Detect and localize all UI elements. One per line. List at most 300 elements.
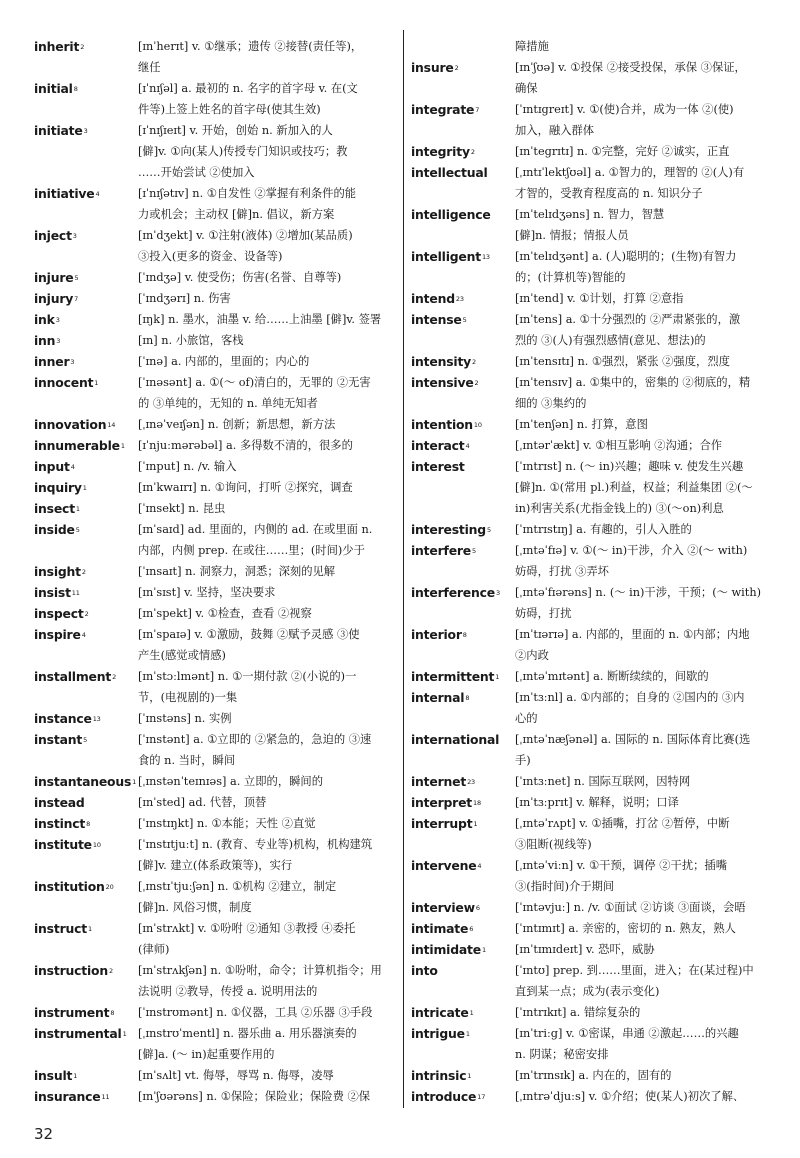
- definition-line: [ɪnˈtend] v. ①计划，打算 ②意指: [515, 292, 684, 305]
- definition-line: 妨碍，打扰: [515, 607, 572, 620]
- frequency-mark: 3: [55, 316, 60, 324]
- definition-line: 件等)上签上姓名的首字母(使其生效): [138, 103, 321, 116]
- definition: [515, 771, 771, 792]
- frequency-mark: 4: [465, 442, 470, 450]
- definition-line: 妨碍，打扰 ③弄坏: [515, 565, 609, 578]
- headword: [34, 330, 60, 351]
- definition-line: [ɪnˈsted] ad. 代替，顶替: [138, 796, 267, 809]
- definition-line: [ˌɪnstɪˈtjuːʃən] n. ①机构 ②建立，制定: [138, 880, 337, 893]
- definition-line: [ˌɪntrəˈdjuːs] v. ①介绍；使(某人)初次了解、: [515, 1090, 745, 1103]
- headword-text: injury: [34, 291, 74, 306]
- headword: [411, 414, 482, 435]
- definition: [515, 246, 771, 288]
- frequency-mark: 5: [75, 526, 80, 534]
- headword: [34, 120, 88, 141]
- definition: [515, 540, 771, 582]
- headword: [34, 960, 113, 981]
- headword: [34, 792, 85, 813]
- frequency-mark: 4: [477, 862, 482, 870]
- frequency-mark: 8: [73, 85, 78, 93]
- definition-line: 手): [515, 754, 531, 767]
- definition-line: [ɪnˈsʌlt] vt. 侮辱，辱骂 n. 侮辱，凌辱: [138, 1069, 334, 1082]
- definition: [138, 1023, 400, 1065]
- frequency-mark: 3: [70, 358, 75, 366]
- frequency-mark: 10: [92, 841, 101, 849]
- headword-text: internet: [411, 774, 467, 789]
- frequency-mark: 3: [495, 589, 500, 597]
- headword-text: initiate: [34, 123, 83, 138]
- definition-line: [ˈɪnstəns] n. 实例: [138, 712, 232, 725]
- frequency-mark: 2: [454, 64, 459, 72]
- definition: [515, 99, 771, 141]
- headword-text: insist: [34, 585, 71, 600]
- definition: [515, 960, 771, 1002]
- frequency-mark: 2: [84, 610, 89, 618]
- definition: [138, 624, 400, 666]
- frequency-mark: 1: [495, 673, 500, 681]
- frequency-mark: 7: [475, 106, 480, 114]
- headword: [411, 57, 459, 78]
- frequency-mark: 2: [80, 43, 85, 51]
- headword: [34, 1065, 77, 1086]
- headword: [34, 414, 115, 435]
- definition: [138, 372, 400, 414]
- definition-line: 产生(感觉或情感): [138, 649, 226, 662]
- definition-line: [ˈɪntəvjuː] n. /v. ①面试 ②访谈 ③面谈，会晤: [515, 901, 746, 914]
- definition-line: 力或机会；主动权 [僻]n. 倡议，新方案: [138, 208, 335, 221]
- definition: [515, 309, 771, 351]
- definition: [515, 729, 771, 771]
- headword: [411, 372, 478, 393]
- definition-line: 节，(电视剧的)一集: [138, 691, 238, 704]
- definition-line: [ˈɪntɜːnet] n. 国际互联网，因特网: [515, 775, 691, 788]
- headword-text: insurance: [34, 1089, 101, 1104]
- definition-line: [ˈɪntrɪst] n. (～ in)兴趣；趣味 v. 使发生兴趣: [515, 460, 744, 473]
- headword-text: initial: [34, 81, 73, 96]
- definition-line: [ˈɪndʒərɪ] n. 伤害: [138, 292, 231, 305]
- definition-line: [僻]n. 风俗习惯，制度: [138, 901, 252, 914]
- headword: [411, 687, 469, 708]
- headword-text: inspect: [34, 606, 84, 621]
- definition: [138, 708, 400, 729]
- headword: [411, 624, 467, 645]
- definition: [138, 918, 400, 960]
- headword: [411, 309, 467, 330]
- headword: [411, 813, 477, 834]
- headword: [34, 351, 74, 372]
- column-divider: [403, 30, 404, 1108]
- definition-line: [ɪnˈherɪt] v. ①继承；遗传 ②接替(责任等)，: [138, 40, 363, 53]
- frequency-mark: 8: [110, 1009, 115, 1017]
- frequency-mark: 5: [83, 736, 88, 744]
- frequency-mark: 1: [82, 484, 87, 492]
- headword: [34, 813, 90, 834]
- frequency-mark: 2: [470, 148, 475, 156]
- definition-line: [ɪnˈtelɪdʒəns] n. 智力，智慧: [515, 208, 665, 221]
- definition-line: 加入，融入群体: [515, 124, 595, 137]
- headword: [411, 960, 438, 981]
- headword-text: introduce: [411, 1089, 477, 1104]
- definition: [138, 1086, 400, 1107]
- headword: [34, 771, 136, 792]
- definition-line: [ˌɪntərˈækt] v. ①相互影响 ②沟通；合作: [515, 439, 723, 452]
- frequency-mark: 1: [469, 1009, 474, 1017]
- definition: [138, 267, 400, 288]
- headword-text: innumerable: [34, 438, 120, 453]
- frequency-mark: 1: [120, 442, 125, 450]
- frequency-mark: 4: [81, 631, 86, 639]
- definition-line: [僻]n. ①(常用 pl.)利益，权益；利益集团 ②(～: [515, 481, 753, 494]
- definition: [515, 435, 771, 456]
- headword-text: intelligence: [411, 207, 491, 222]
- frequency-mark: 1: [132, 778, 137, 786]
- headword-text: innocent: [34, 375, 94, 390]
- definition: [138, 78, 400, 120]
- definition: [515, 897, 771, 918]
- headword-text: instruction: [34, 963, 108, 978]
- headword-text: inner: [34, 354, 70, 369]
- frequency-mark: 5: [472, 547, 476, 555]
- definition-line: 食的 n. 当时，瞬间: [138, 754, 236, 767]
- headword-text: intermittent: [411, 669, 495, 684]
- frequency-mark: 8: [465, 694, 470, 702]
- definition: [138, 414, 400, 435]
- definition: [515, 1023, 771, 1065]
- definition-line: [ɪnˈsaɪd] ad. 里面的，内侧的 ad. 在或里面 n.: [138, 523, 373, 536]
- frequency-mark: 1: [75, 505, 80, 513]
- definition-line: [ɪnˈtɜːprɪt] v. 解释，说明；口译: [515, 796, 679, 809]
- frequency-mark: 1: [473, 820, 478, 828]
- definition-line: [ˈɪnstənt] a. ①立即的 ②紧急的，急迫的 ③速: [138, 733, 372, 746]
- headword: [411, 1065, 471, 1086]
- definition-line: [ɪn] n. 小旅馆，客栈: [138, 334, 244, 347]
- headword: [411, 582, 500, 603]
- definition-line: [ɪnˈʃʊərəns] n. ①保险；保险业；保险费 ②保: [138, 1090, 371, 1103]
- frequency-mark: 3: [72, 232, 77, 240]
- frequency-mark: 14: [107, 421, 116, 429]
- definition: [138, 729, 400, 771]
- frequency-mark: 3: [83, 127, 88, 135]
- frequency-mark: 23: [455, 295, 464, 303]
- headword-text: integrity: [411, 144, 470, 159]
- definition: [515, 414, 771, 435]
- headword: [411, 456, 465, 477]
- definition-line: [ˌɪntəˈfɪə] v. ①(～ in)干涉，介入 ②(～ with): [515, 544, 748, 557]
- frequency-mark: 4: [95, 190, 100, 198]
- definition: [515, 1065, 771, 1086]
- definition: [138, 519, 400, 561]
- frequency-mark: 23: [467, 778, 475, 786]
- headword-text: integrate: [411, 102, 475, 117]
- headword: [34, 78, 78, 99]
- definition-line: [ˈɪnstɪtjuːt] n. (教育、专业等)机构，机构建筑: [138, 838, 373, 851]
- definition-line: ③投入(更多的资金、设备等): [138, 250, 283, 263]
- headword: [411, 939, 486, 960]
- headword-text: instant: [34, 732, 83, 747]
- definition: [138, 225, 400, 267]
- definition-line: [ɪnˈspaɪə] v. ①激励，鼓舞 ②赋予灵感 ③使: [138, 628, 360, 641]
- headword-text: instrument: [34, 1005, 110, 1020]
- headword: [34, 708, 101, 729]
- headword-text: interest: [411, 459, 465, 474]
- definition: [515, 372, 771, 414]
- frequency-mark: 2: [112, 673, 117, 681]
- headword-text: intensity: [411, 354, 472, 369]
- headword-text: intimidate: [411, 942, 481, 957]
- definition: [138, 498, 400, 519]
- frequency-mark: 2: [108, 967, 113, 975]
- definition-line: [ɪˈnjuːmərəbəl] a. 多得数不清的，很多的: [138, 439, 353, 452]
- definition-line: [ˈɪntrɪstɪŋ] a. 有趣的，引人入胜的: [515, 523, 692, 536]
- definition-line: [ɪnˈsɪst] v. 坚持，坚决要求: [138, 586, 276, 599]
- definition-line: [ɪŋk] n. 墨水，油墨 v. 给……上油墨 [僻]v. 签署: [138, 313, 382, 326]
- definition: [138, 456, 400, 477]
- definition: [515, 855, 771, 897]
- definition: [515, 1086, 771, 1107]
- definition-line: [ɪnˈtɪərɪə] a. 内部的，里面的 n. ①内部；内地: [515, 628, 750, 641]
- headword: [411, 99, 479, 120]
- definition-line: [ˈɪndʒə] v. 使受伤；伤害(名誉、自尊等): [138, 271, 342, 284]
- definition-line: ③(指时间)介于期间: [515, 880, 615, 893]
- headword: [34, 519, 80, 540]
- frequency-mark: 18: [473, 799, 481, 807]
- definition: [138, 435, 400, 456]
- headword-text: into: [411, 963, 438, 978]
- headword: [411, 204, 491, 225]
- definition: [138, 561, 400, 582]
- headword: [411, 435, 469, 456]
- headword: [411, 771, 475, 792]
- headword-text: intend: [411, 291, 455, 306]
- definition-line: 的；(计算机等)智能的: [515, 271, 626, 284]
- definition-line: [僻]a. (～ in)起重要作用的: [138, 1048, 275, 1061]
- definition-line: [ˌɪnstrʊˈmentl] n. 器乐曲 a. 用乐器演奏的: [138, 1027, 357, 1040]
- headword: [411, 918, 473, 939]
- headword-text: inn: [34, 333, 56, 348]
- headword: [34, 666, 116, 687]
- definition-line: [ɪnˈtenʃən] n. 打算，意图: [515, 418, 648, 431]
- headword: [411, 792, 481, 813]
- definition-line: [ɪnˈtelɪdʒənt] a. (人)聪明的；(生物)有智力: [515, 250, 737, 263]
- definition-line: in)利害关系(尤指金钱上的) ③(～on)利息: [515, 502, 724, 515]
- headword: [34, 225, 77, 246]
- headword: [411, 855, 481, 876]
- definition-line: [ˈɪnput] n. /v. 输入: [138, 460, 237, 473]
- headword-text: interact: [411, 438, 465, 453]
- frequency-mark: 11: [71, 589, 80, 597]
- headword: [34, 582, 80, 603]
- frequency-mark: 13: [92, 715, 101, 723]
- definition-line: [ˌɪntəˈrʌpt] v. ①插嘴，打岔 ②暂停，中断: [515, 817, 730, 830]
- definition-line: [ˌɪntəˈmɪtənt] a. 断断续续的，间歇的: [515, 670, 709, 683]
- headword: [411, 897, 480, 918]
- definition-line: [ˌɪntəˈviːn] v. ①干预，调停 ②干扰；插嘴: [515, 859, 728, 872]
- headword-text: intervene: [411, 858, 477, 873]
- definition-line: [ˌɪntəˈfɪərəns] n. (～ in)干涉，干预；(～ with): [515, 586, 762, 599]
- definition: [515, 351, 771, 372]
- frequency-mark: 1: [122, 1030, 127, 1038]
- headword-text: ink: [34, 312, 55, 327]
- definition-line: 心的: [515, 712, 538, 725]
- definition-line: ……开始尝试 ②使加入: [138, 166, 255, 179]
- definition-line: [ɪnˈʃʊə] v. ①投保 ②接受投保，承保 ③保证，: [515, 61, 746, 74]
- headword: [411, 351, 476, 372]
- frequency-mark: 10: [473, 421, 482, 429]
- frequency-mark: 1: [465, 1030, 470, 1038]
- definition: [515, 162, 771, 204]
- frequency-mark: 8: [462, 631, 467, 639]
- headword: [34, 36, 84, 57]
- frequency-mark: 20: [105, 883, 114, 891]
- headword-text: interpret: [411, 795, 473, 810]
- headword: [34, 876, 114, 897]
- definition-line: (律师): [138, 943, 170, 956]
- definition-line: [ˌɪnəˈveɪʃən] n. 创新；新思想，新方法: [138, 418, 336, 431]
- definition: [138, 36, 400, 78]
- headword: [34, 435, 125, 456]
- headword-text: instrumental: [34, 1026, 122, 1041]
- definition: [515, 624, 771, 666]
- headword-text: intellectual: [411, 165, 488, 180]
- frequency-mark: 5: [462, 316, 467, 324]
- definition: [515, 666, 771, 687]
- definition: [138, 666, 400, 708]
- definition-line: [ˌɪntɪˈlektʃʊəl] a. ①智力的，理智的 ②(人)有: [515, 166, 745, 179]
- headword-text: interview: [411, 900, 475, 915]
- definition-line: [ɪnˈtɜːnl] a. ①内部的；自身的 ②国内的 ③内: [515, 691, 745, 704]
- headword: [34, 309, 60, 330]
- definition: [138, 582, 400, 603]
- headword-text: inspire: [34, 627, 81, 642]
- definition-line: [ˈɪntʊ] prep. 到……里面，进入；在(某过程)中: [515, 964, 754, 977]
- definition: [515, 519, 771, 540]
- definition: [515, 687, 771, 729]
- frequency-mark: 17: [477, 1093, 486, 1101]
- frequency-mark: 2: [81, 568, 86, 576]
- headword: [34, 624, 86, 645]
- definition: [515, 57, 771, 99]
- definition-line: ②内政: [515, 649, 549, 662]
- definition: [515, 813, 771, 855]
- definition: [138, 183, 400, 225]
- frequency-mark: 3: [56, 337, 61, 345]
- page-number: 32: [34, 1125, 54, 1143]
- headword: [34, 456, 75, 477]
- headword-text: intricate: [411, 1005, 469, 1020]
- definition: [515, 939, 771, 960]
- headword-text: inject: [34, 228, 72, 243]
- definition-line: 确保: [515, 82, 538, 95]
- definition-line: [ɪnˈtens] a. ①十分强烈的 ②严肃紧张的，激: [515, 313, 741, 326]
- definition-line: [ɪnˈstrʌkʃən] n. ①吩咐，命令；计算机指令；用: [138, 964, 382, 977]
- definition: [515, 456, 771, 519]
- definition: [138, 120, 400, 183]
- headword: [34, 498, 80, 519]
- definition: [515, 582, 771, 624]
- definition-line: [ˈɪnəsənt] a. ①(～ of)清白的，无罪的 ②无害: [138, 376, 371, 389]
- frequency-mark: 6: [475, 904, 480, 912]
- definition: [515, 792, 771, 813]
- headword: [411, 729, 499, 750]
- headword: [411, 519, 491, 540]
- frequency-mark: 1: [87, 925, 92, 933]
- definition-line: [ˈɪnsekt] n. 昆虫: [138, 502, 226, 515]
- definition-line: [ˈɪntɪmɪt] a. 亲密的，密切的 n. 熟友，熟人: [515, 922, 736, 935]
- definition-line: [ɪnˈstrʌkt] v. ①吩咐 ②通知 ③教授 ④委托: [138, 922, 356, 935]
- headword: [34, 918, 92, 939]
- frequency-mark: 11: [101, 1093, 110, 1101]
- headword-text: intensive: [411, 375, 474, 390]
- definition: [138, 351, 400, 372]
- headword: [34, 1023, 127, 1044]
- headword-text: international: [411, 732, 500, 747]
- definition-line: [ɪnˈkwaɪrɪ] n. ①询问，打听 ②探究，调查: [138, 481, 353, 494]
- frequency-mark: 1: [467, 1072, 472, 1080]
- definition-line: [僻]v. ①向(某人)传授专门知识或技巧；教: [138, 145, 348, 158]
- definition-line: [ˌɪnstənˈteɪnɪəs] a. 立即的，瞬间的: [138, 775, 324, 788]
- headword: [411, 1086, 485, 1107]
- definition: [138, 813, 400, 834]
- definition: [138, 792, 400, 813]
- frequency-mark: 1: [94, 379, 99, 387]
- frequency-mark: 1: [73, 1072, 78, 1080]
- definition: [138, 288, 400, 309]
- headword-text: interference: [411, 585, 495, 600]
- definition-line: [ɪnˈtɪmɪdeɪt] v. 恐吓，威胁: [515, 943, 655, 956]
- definition-line: [ɪnˈtensɪtɪ] n. ①强烈，紧张 ②强度，烈度: [515, 355, 730, 368]
- headword: [34, 477, 87, 498]
- headword: [34, 183, 99, 204]
- headword: [34, 267, 78, 288]
- definition: [138, 330, 400, 351]
- headword-text: inside: [34, 522, 75, 537]
- headword-text: injure: [34, 270, 74, 285]
- frequency-mark: 2: [472, 358, 476, 366]
- headword: [411, 246, 490, 267]
- headword: [34, 834, 101, 855]
- definition: [515, 918, 771, 939]
- definition: [138, 834, 400, 876]
- frequency-mark: 5: [486, 526, 491, 534]
- definition-line: [ɪˈnɪʃətɪv] n. ①自发性 ②掌握有利条件的能: [138, 187, 357, 200]
- definition: [138, 960, 400, 1002]
- headword: [34, 603, 89, 624]
- definition: [138, 1065, 400, 1086]
- definition-line: [ˈɪntɪgreɪt] v. ①(使)合并，成为一体 ②(使): [515, 103, 734, 116]
- definition: [515, 288, 771, 309]
- continuation-text: 障措施: [515, 40, 549, 53]
- headword-text: innovation: [34, 417, 107, 432]
- headword-text: interior: [411, 627, 462, 642]
- headword-text: instance: [34, 711, 92, 726]
- definition-line: 继任: [138, 61, 161, 74]
- headword: [34, 561, 86, 582]
- definition: [138, 1002, 400, 1023]
- headword-text: institution: [34, 879, 105, 894]
- headword-text: installment: [34, 669, 112, 684]
- headword-text: instinct: [34, 816, 86, 831]
- headword-text: instruct: [34, 921, 87, 936]
- headword: [411, 288, 464, 309]
- definition-line: [ɪˈnɪʃəl] a. 最初的 n. 名字的首字母 v. 在(文: [138, 82, 358, 95]
- definition-line: [ɪnˈtriːg] v. ①密谋，串通 ②激起……的兴趣: [515, 1027, 739, 1040]
- headword: [411, 141, 475, 162]
- headword: [411, 540, 476, 561]
- frequency-mark: 2: [474, 379, 479, 387]
- headword-text: interrupt: [411, 816, 473, 831]
- headword-text: intrigue: [411, 1026, 465, 1041]
- definition-line: [ɪnˈdʒekt] v. ①注射(液体) ②增加(某品质): [138, 229, 353, 242]
